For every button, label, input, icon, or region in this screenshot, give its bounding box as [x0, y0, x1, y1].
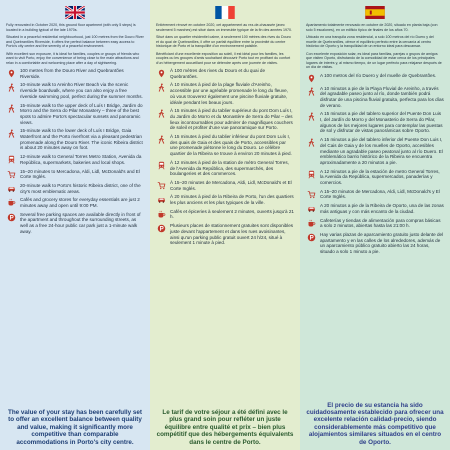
- map-pin-icon: [307, 74, 316, 83]
- feature-item: [306, 232, 444, 255]
- feature-item: [6, 183, 144, 194]
- feature-item: [306, 111, 444, 134]
- spain-flag-icon: [365, 6, 385, 19]
- feature-list: [156, 68, 294, 246]
- feature-list: [306, 73, 444, 255]
- walking-icon: [157, 83, 166, 92]
- feature-item: [6, 197, 144, 208]
- walking-icon: [157, 109, 166, 118]
- parking-icon: [7, 213, 16, 222]
- feature-text: 15-minute walk to the upper deck of Luís I Bridge, Jardim do Morro and the Serra do Pilar Monastery – three of the best spots to admire Porto's spectacular sunsets and panoramic views.: [20, 102, 143, 125]
- feature-item: [6, 68, 144, 79]
- map-pin-icon: [7, 69, 16, 78]
- train-icon: [157, 161, 166, 170]
- feature-item: [306, 169, 444, 186]
- feature-item: [156, 209, 294, 220]
- feature-text: À 12 minutes à pied de la station de métro General Torres, de l'Avenida da República, des supermarchés, des boulangeries et des commerces.: [170, 159, 289, 177]
- cafe-icon: [7, 198, 16, 207]
- uk-flag-icon: [65, 6, 85, 19]
- english-column: [0, 0, 150, 450]
- feature-item: [306, 137, 444, 166]
- walking-icon: [157, 135, 166, 144]
- feature-text: A 10 minutos a pie de la Playa Fluvial de Areinho, a través del agradable paseo junto al río, donde también podrá disfrutar de una piscina fluvial gratuita, perfecta para los días de verano.: [320, 85, 444, 108]
- intro-paragraph: Situated in a peaceful residential neighbourhood, just 100 metres from the Douro River and Quebrantões Riverside, it offers the perfect balance between easy access to Porto's city centre and the serenity of a peaceful environment.: [6, 35, 144, 48]
- feature-item: [306, 218, 444, 229]
- feature-text: 15-minute walk to the lower deck of Luís I Bridge, Gaia Waterfront and the Porto riverfront via a pleasant pedestrian promenade along the Douro River. The iconic Ribeira district is about 20 minutes away on foot.: [20, 128, 143, 151]
- cart-icon: [157, 181, 166, 190]
- cafe-icon: [157, 210, 166, 219]
- feature-list: [6, 68, 144, 235]
- feature-item: [6, 128, 144, 151]
- feature-text: Plusieurs places de stationnement gratuites sont disponibles juste devant l'appartement et dans les rues avoisinantes, ainsi qu'un parking public gratuit ouvert 24 h/24, situé à seulement 1 minute à pied.: [170, 223, 294, 246]
- feature-item: [6, 169, 144, 180]
- walking-icon: [7, 104, 16, 113]
- feature-item: [6, 103, 144, 126]
- feature-text: 15–20 minutes to Mercadona, Aldi, Lidl, McDonald's and El Corte Inglés.: [20, 168, 140, 180]
- car-icon: [7, 184, 16, 193]
- value-statement: The value of your stay has been carefully set to offer an excellent balance between quality and value, making it significantly more competitive than comparable accommodations in Porto's city centre.: [7, 408, 143, 446]
- feature-text: Cafés and grocery stores for everyday essentials are just 2 minutes away and open until 9:00 PM.: [20, 197, 140, 209]
- feature-text: Cafeterías y tiendas de alimentación para compras básicas a solo 2 minutos, abiertas hasta las 21:00 h.: [320, 217, 441, 229]
- feature-text: Several free parking spaces are available directly in front of the apartment and throughout the surrounding streets, as well as a free 24-hour public car park just a 1-minute walk away.: [20, 211, 141, 234]
- intro-paragraph: Con excelente exposición solar, es ideal para familias, parejas o grupos de amigos que visiten Oporto, disfrutando de la comodidad de estar cerca de los principales lugares de interés y, al mismo tiempo, de un lugar perfecto para relajarse después de un día de visitas.: [306, 51, 442, 69]
- feature-item: [6, 154, 144, 165]
- intro-paragraph: Entièrement rénové en octobre 2020, cet appartement au rez-de-chaussée (avec seulement 5 marches) est situé dans un immeuble typique de la fin des années 1970.: [156, 23, 293, 32]
- feature-text: À 15 minutes à pied du tablier supérieur du pont Dom Luís I, du Jardim do Morro et du Monastère de Serra do Pilar – des lieux incontournables pour admirer de magnifiques couchers de soleil et profiter d'une vue panoramique sur Porto.: [170, 108, 293, 131]
- feature-text: 20-minute walk to Porto's historic Ribeira district, one of the city's most emblematic areas.: [20, 182, 141, 194]
- walking-icon: [7, 129, 16, 138]
- cart-icon: [307, 190, 316, 199]
- feature-text: A 15–20 minutos de Mercadona, Aldi, Lidl, McDonald's y El Corte Inglés.: [320, 188, 440, 200]
- walking-icon: [307, 112, 316, 121]
- feature-item: [6, 82, 144, 99]
- walking-icon: [307, 138, 316, 147]
- train-icon: [7, 155, 16, 164]
- feature-item: [306, 86, 444, 109]
- cart-icon: [7, 170, 16, 179]
- feature-text: A 20 minutos a pie de la Ribeira de Oporto, una de las zonas más antiguas y con más encanto de la ciudad.: [320, 203, 444, 214]
- feature-item: [306, 203, 444, 214]
- intro-paragraph: Situé dans un quartier résidentiel calme, à seulement 100 mètres des rives du Douro et du quai de Quebrantões, il offre un parfait équilibre entre la proximité du centre historique de Porto et la tranquillité d'un environnement paisible.: [156, 35, 291, 48]
- feature-item: [156, 194, 294, 205]
- feature-item: [156, 134, 294, 157]
- value-statement: Le tarif de votre séjour a été défini avec le plus grand soin pour refléter un juste équilibre entre qualité et prix – bien plus compétitif que des hébergements équivalents dans le centre de Porto.: [156, 408, 294, 446]
- feature-text: A 100 metros del río Duero y del muelle de Quebrantões.: [320, 72, 437, 78]
- feature-text: À 10 minutes à pied de la plage fluviale d'Areinho, accessible par une agréable promenade le long du fleuve, où vous trouverez également une piscine fluviale gratuite, idéale pendant les beaux jours.: [170, 82, 288, 105]
- cafe-icon: [307, 219, 316, 228]
- feature-text: 10-minute walk to Areinho River Beach via the scenic riverside boardwalk, where you can also enjoy a free riverside swimming pool, perfect during the summer months.: [20, 82, 143, 99]
- france-flag-icon: [215, 6, 235, 19]
- intro-paragraph: Bénéficiant d'une excellente exposition au soleil, il est idéal pour les familles, les couples ou les groupes d'amis souhaitant découvrir Porto tout en profitant du confort d'un hébergement accueillant pour se détendre après une journée de visites.: [156, 51, 291, 65]
- french-column: [150, 0, 300, 450]
- feature-item: [6, 212, 144, 235]
- walking-icon: [7, 83, 16, 92]
- feature-text: À 100 mètres des rives du Douro et du quai de Quebrantões.: [170, 68, 265, 79]
- feature-text: A 15 minutos a pie del tablero inferior del Puente Don Luis I, del Cais de Gaia y de los muelles de Oporto, accesibles mediante un agradable paseo peatonal junto al río Duero. El emblemático barrio histórico de la Ribeira se encuentra aproximadamente a 20 minutos a pie.: [320, 137, 443, 165]
- feature-item: [156, 223, 294, 246]
- feature-text: 12-minute walk to General Torres Metro Station, Avenida da República, supermarkets, bakeries and local shops.: [20, 154, 142, 165]
- intro-paragraph: Apartamento totalmente renovado en octubre de 2020, situado en planta baja (con solo 5 escalones), en un edificio típico de finales de los años 70.: [306, 23, 438, 32]
- spanish-column: [300, 0, 450, 450]
- feature-item: [306, 73, 444, 83]
- feature-item: [156, 160, 294, 177]
- parking-icon: [307, 233, 316, 242]
- parking-icon: [157, 224, 166, 233]
- feature-item: [156, 180, 294, 191]
- feature-item: [306, 189, 444, 200]
- car-icon: [307, 204, 316, 213]
- feature-text: Cafés et épiceries à seulement 2 minutes, ouverts jusqu'à 21 h.: [170, 208, 294, 220]
- feature-item: [156, 108, 294, 131]
- intro-paragraph: Fully renovated in October 2020, this ground floor apartment (with only 5 steps) is located in a building typical of the late 1970s.: [6, 23, 136, 32]
- feature-item: [156, 68, 294, 79]
- feature-text: 100 metres from the Douro River and Quebrantões Riverside.: [20, 68, 124, 79]
- value-statement: El precio de su estancia ha sido cuidadosamente establecido para ofrecer una excelente relación calidad-precio, siendo considerablemente más competitivo que alojamientos similares situados en el centro de Oporto.: [306, 401, 444, 446]
- walking-icon: [307, 87, 316, 96]
- train-icon: [307, 170, 316, 179]
- car-icon: [157, 195, 166, 204]
- feature-text: À 20 minutes à pied de la Ribeira de Porto, l'un des quartiers les plus anciens et les plus typiques de la ville.: [170, 194, 294, 206]
- feature-item: [156, 82, 294, 105]
- feature-text: A 12 minutos a pie de la estación de metro General Torres, la Avenida da República, supermercados, panaderías y comercios.: [320, 168, 440, 186]
- feature-text: A 15 minutos a pie del tablero superior del Puente Don Luis I, del Jardín do Morro y del Monasterio de Serra do Pilar, algunos de los mejores lugares para contemplar las puestas de sol y disfrutar de vistas panorámicas sobre Oporto.: [320, 111, 443, 134]
- intro-paragraph: With excellent sun exposure, it is ideal for families, couples or groups of friends who want to visit Porto, enjoy the convenience of being close to the main attractions and relax in a comfortable and welcoming place after a day of sightseeing.: [6, 51, 140, 65]
- feature-text: Hay varias plazas de aparcamiento gratuito justo delante del apartamento y en las calles de los alrededores, además de un aparcamiento público gratuito abierto las 24 horas, situado a solo 1 minuto a pie.: [320, 231, 444, 255]
- feature-text: À 15–20 minutes de Mercadona, Aldi, Lidl, McDonald's et El Corte Inglés.: [170, 179, 292, 191]
- feature-text: À 15 minutes à pied du tablier inférieur du pont Dom Luís I, des quais de Gaia et des quais de Porto, accessibles par une promenade piétonne le long du Douro. Le célèbre quartier de la Ribeira se trouve à environ 20 minutes à pied.: [170, 134, 292, 157]
- intro-paragraph: Ubicado en una tranquila zona residencial, a solo 100 metros del río Duero y del muelle de Quebrantões, ofrece el equilibrio perfecto entre la cercanía al centro histórico de Oporto y la tranquilidad de un entorno ideal para descansar.: [306, 35, 434, 48]
- map-pin-icon: [157, 69, 166, 78]
